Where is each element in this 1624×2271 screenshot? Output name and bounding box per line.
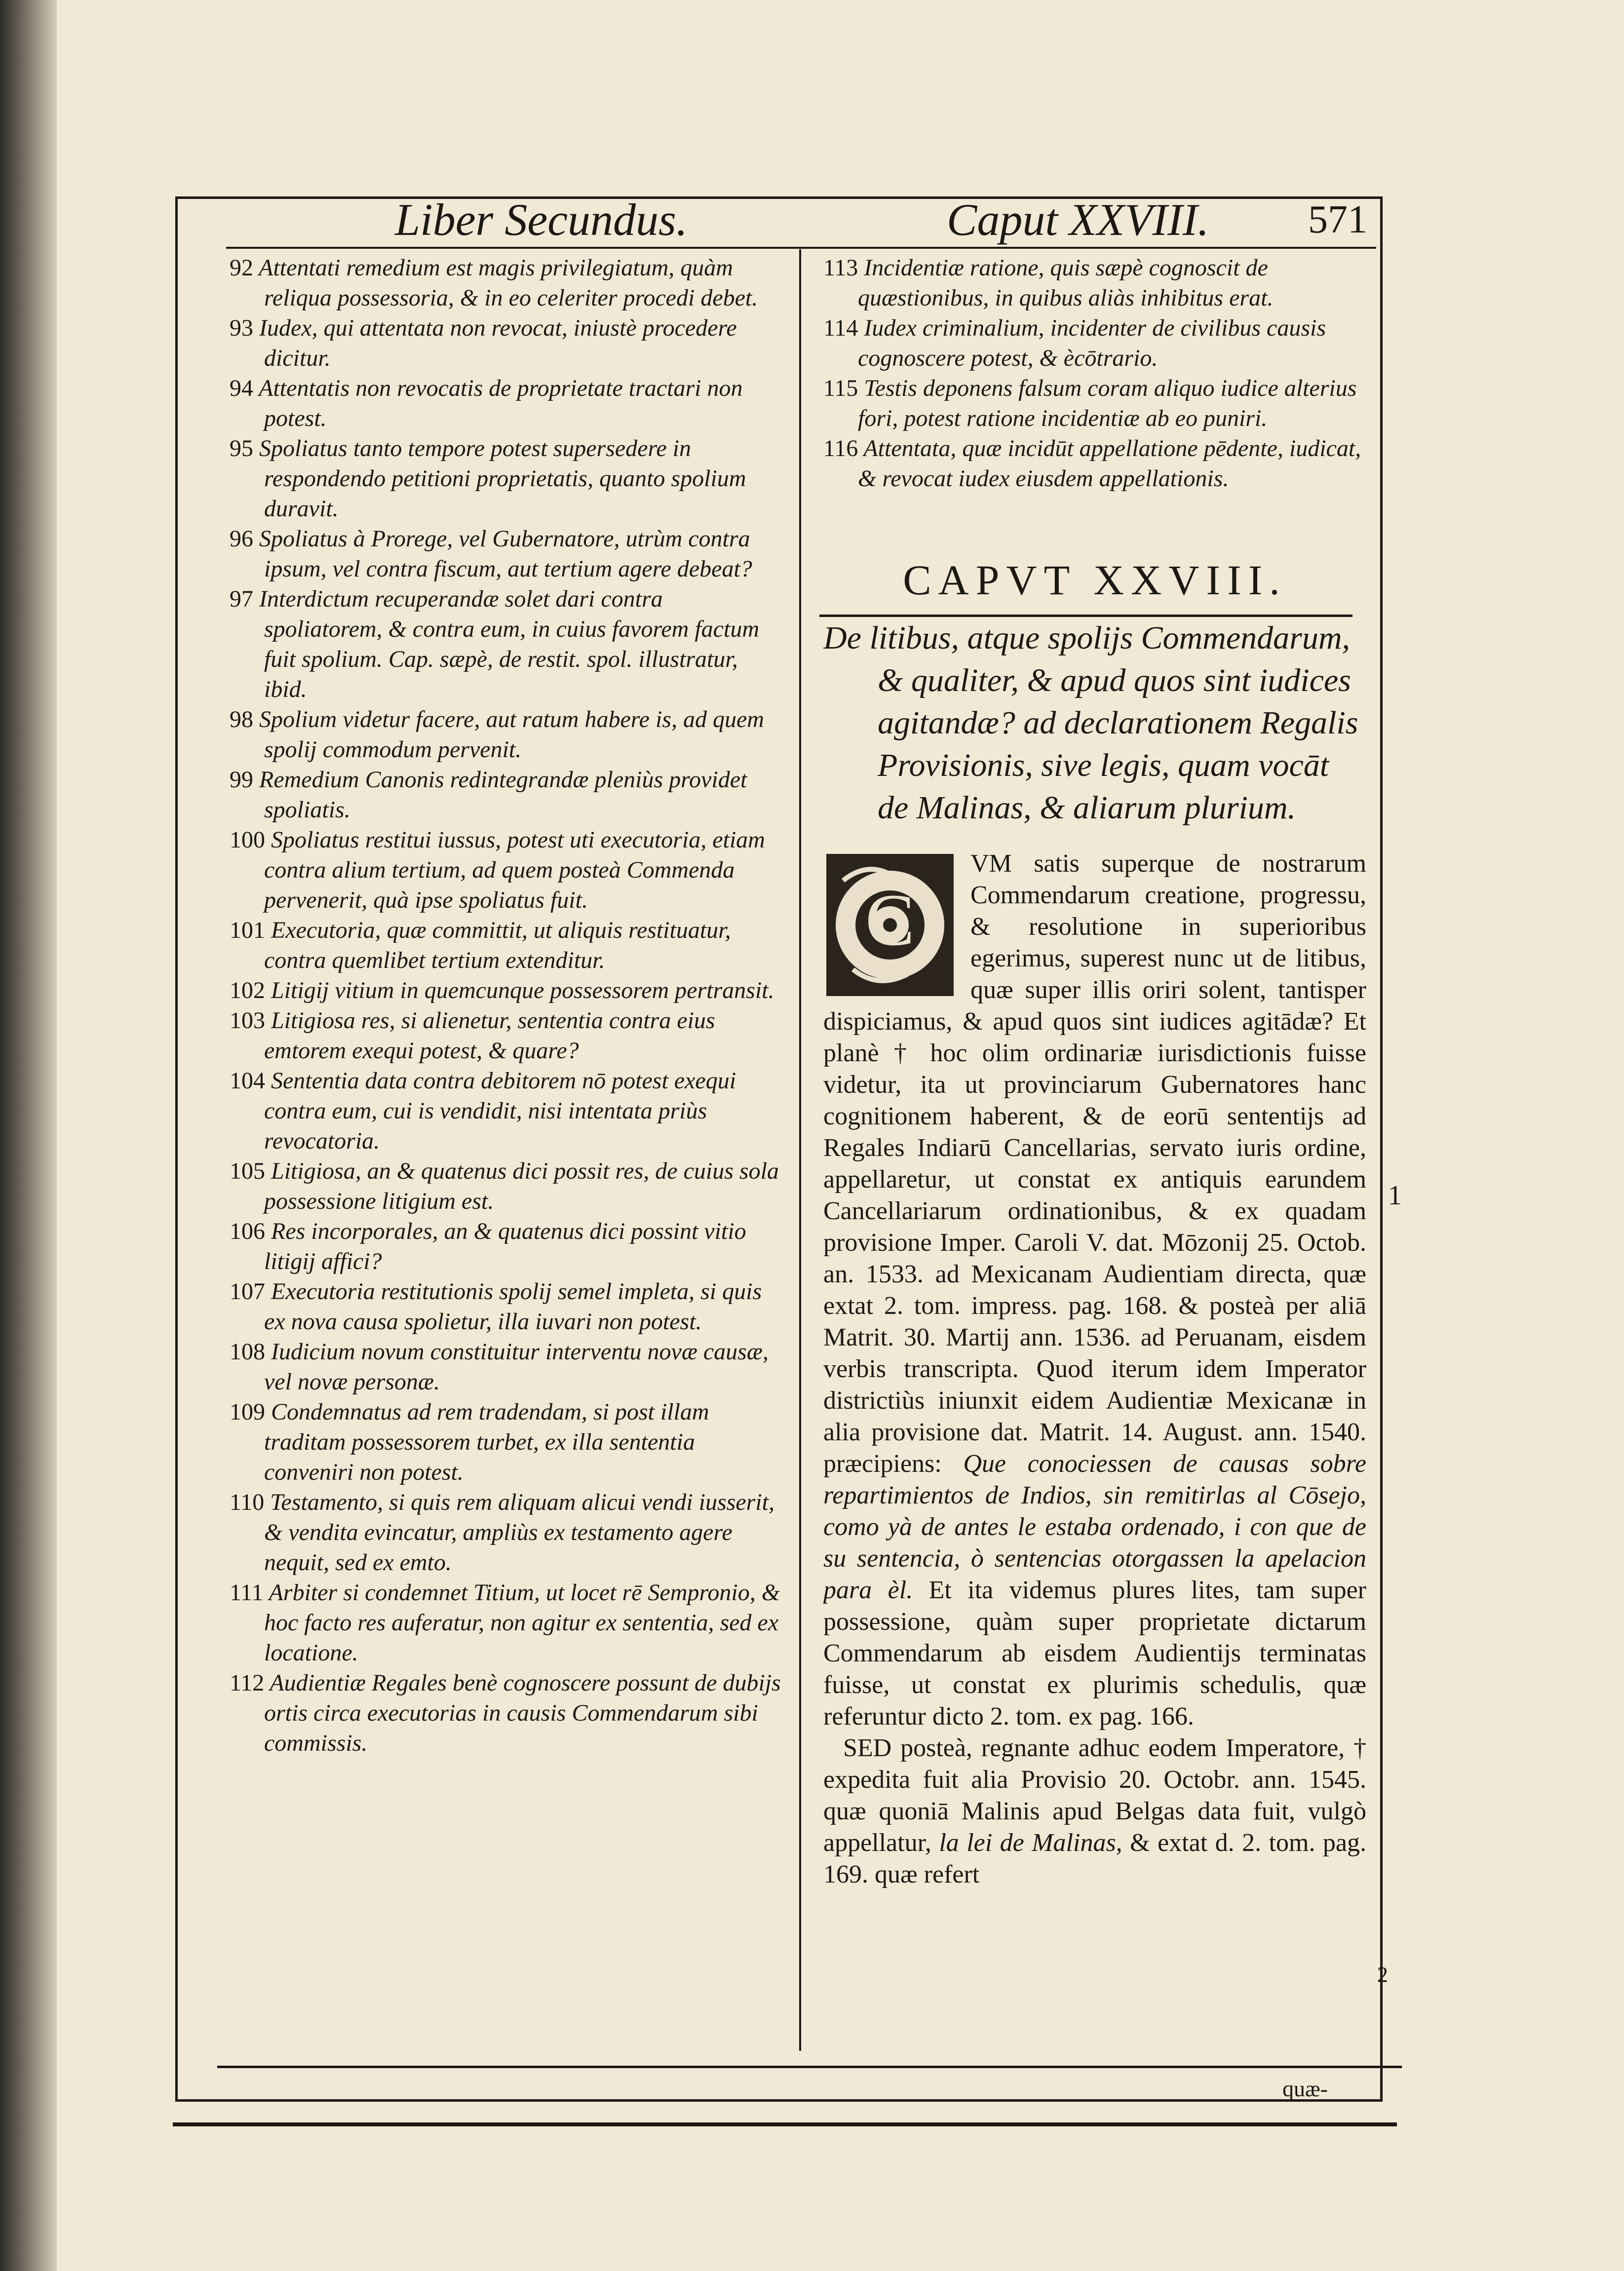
summary-item (230, 1216, 782, 1276)
paragraph-2-text-continued: & extat d. 2. tom. pag. 169. quæ refert (823, 1829, 1366, 1888)
summary-number: 98 (230, 706, 253, 732)
summary-text: Arbiter si condemnet Titium, ut locet rē Sempronio, & hoc facto res auferatur, non agitur ex sententia, sed ex locatione. (264, 1579, 780, 1666)
summary-item (230, 433, 782, 524)
summary-number: 92 (230, 255, 253, 281)
summary-item (230, 373, 782, 433)
summary-number: 105 (230, 1158, 265, 1184)
summary-text: Interdictum recuperandæ solet dari contra spoliatorem, & contra eum, in cuius favorem factum fuit spolium. Cap. sæpè, de restit. spol. illustratur, ibid. (259, 586, 759, 702)
summary-item (230, 1397, 782, 1487)
chapter-subtitle: De litibus, atque spolijs Commendarum, & qualiter, & apud quos sint iudices agitandæ? ad declarationem Regalis Provisionis, sive legis, quam vocāt de Malinas, & aliarum plurium. (823, 620, 1358, 826)
summary-number: 108 (230, 1339, 265, 1365)
summary-number: 106 (230, 1218, 265, 1244)
summary-item (823, 433, 1366, 494)
book-spine-shadow (0, 0, 57, 2271)
summary-item (230, 1066, 782, 1156)
summary-item (823, 373, 1366, 433)
summary-text: Spoliatus restitui iussus, potest uti executoria, etiam contra alium tertium, ad quem posteà Commenda pervenerit, quà ipse spoliatus fuit. (264, 827, 765, 913)
summary-item (230, 765, 782, 825)
summary-text: Spoliatus à Prorege, vel Gubernatore, utrùm contra ipsum, vel contra fiscum, aut tertium agere debeat? (259, 526, 752, 582)
summary-item (823, 313, 1366, 373)
summary-item (230, 975, 782, 1005)
summary-text: Litigiosa res, si alienetur, sententia contra eius emtorem exequi potest, & quare? (264, 1007, 715, 1064)
summary-text: Attentata, quæ incidūt appellatione pēdente, iudicat, & revocat iudex eiusdem appellationis. (858, 435, 1361, 492)
summary-text: Sententia data contra debitorem nō potest exequi contra eum, cui is vendidit, nisi intentata priùs revocatoria. (264, 1068, 736, 1154)
margin-note-1: 1 (1388, 1180, 1402, 1211)
summary-column-right-top (823, 253, 1366, 494)
summary-number: 102 (230, 977, 265, 1003)
margin-note-2: 2 (1377, 1963, 1388, 1987)
summary-text: Attentatis non revocatis de proprietate tractari non potest. (259, 375, 743, 431)
summary-item (230, 1668, 782, 1758)
bottom-rule (217, 2066, 1402, 2068)
summary-item (230, 825, 782, 915)
summary-text: Executoria, quæ committit, ut aliquis restituatur, contra quemlibet tertium extenditur. (264, 917, 731, 973)
summary-text: Litigiosa, an & quatenus dici possit res, de cuius sola possessione litigium est. (264, 1158, 779, 1214)
chapter-body-paragraph-2 (823, 1732, 1366, 1890)
summary-item (230, 1276, 782, 1337)
summary-text: Incidentiæ ratione, quis sæpè cognoscit de quæstionibus, in quibus aliàs inhibitus erat. (858, 255, 1274, 311)
chapter-body-paragraph-1 (823, 848, 1366, 1732)
summary-number: 93 (230, 315, 253, 341)
header-rule (226, 247, 1376, 249)
summary-text: Testis deponens falsum coram aliquo iudice alterius fori, potest ratione incidentiæ ab eo puniri. (858, 375, 1357, 431)
page-base-rule (173, 2122, 1397, 2126)
summary-item (230, 1005, 782, 1066)
paragraph-2-quote: la lei de Malinas, (939, 1829, 1122, 1857)
summary-column-left (230, 253, 782, 2064)
summary-item (230, 584, 782, 704)
summary-item (230, 704, 782, 765)
catchword: quæ- (1282, 2076, 1328, 2101)
summary-text: Res incorporales, an & quatenus dici possint vitio litigij affici? (264, 1218, 746, 1274)
column-divider (799, 249, 801, 2051)
summary-number: 115 (823, 375, 858, 401)
paragraph-1-spanish-quote: Que conociessen de causas sobre repartimientos de Indios, sin remitirlas al Cōsejo, como yà de antes le estaba ordenado, i con que de su sentencia, ò sentencias otorgassen la apelacion para èl. (823, 1450, 1366, 1604)
summary-text: Executoria restitutionis spolij semel impleta, si quis ex nova causa spolietur, illa iuvari non potest. (264, 1278, 762, 1335)
summary-number: 109 (230, 1399, 265, 1425)
summary-item (230, 1487, 782, 1578)
summary-number: 95 (230, 435, 253, 462)
summary-text: Remedium Canonis redintegrandæ pleniùs providet spoliatis. (259, 767, 747, 823)
summary-number: 103 (230, 1007, 265, 1034)
summary-text: Spoliatus tanto tempore potest supersedere in respondendo petitioni proprietatis, quanto spolium duravit. (259, 435, 746, 522)
summary-number: 107 (230, 1278, 265, 1305)
summary-number: 101 (230, 917, 265, 943)
paragraph-1-text-continued: Et ita videmus plures lites, tam super possessione, quàm super proprietate dictarum Commendarum ab eisdem Audientijs terminatas fuisse, ut constat ex plurimis schedulis, quæ referuntur dicto 2. tom. ex pag. 166. (823, 1576, 1366, 1731)
chapter-title: CAPVT XXVIII. (903, 556, 1287, 604)
summary-number: 100 (230, 827, 265, 853)
paragraph-2-text: SED posteà, regnante adhuc eodem Imperatore, † expedita fuit alia Provisio 20. Octobr. ann. 1545. quæ quoniā Malinis apud Belgas data fuit, vulgò appellatur, (823, 1734, 1366, 1857)
summary-number: 111 (230, 1579, 264, 1606)
summary-text: Condemnatus ad rem tradendam, si post illam traditam possessorem turbet, ex illa sententia conveniri non potest. (264, 1399, 709, 1485)
summary-item (823, 253, 1366, 313)
summary-text: Iudicium novum constituitur interventu novæ causæ, vel novæ personæ. (264, 1339, 769, 1395)
summary-text: Iudex, qui attentata non revocat, iniustè procedere dicitur. (259, 315, 737, 371)
running-header-book: Liber Secundus. (395, 194, 688, 245)
summary-item (230, 1337, 782, 1397)
main-column-right (823, 253, 1366, 2064)
summary-text: Audientiæ Regales benè cognoscere possunt de dubijs ortis circa executorias in causis Commendarum sibi commissis. (264, 1670, 781, 1756)
ornamental-initial-c (823, 851, 957, 999)
summary-number: 113 (823, 255, 858, 281)
summary-item (230, 524, 782, 584)
summary-item (230, 1156, 782, 1216)
running-header-chapter: Caput XXVIII. (947, 194, 1209, 245)
summary-item (230, 313, 782, 373)
summary-text: Attentati remedium est magis privilegiatum, quàm reliqua possessoria, & in eo celeriter procedi debet. (259, 255, 758, 311)
summary-text: Litigij vitium in quemcunque possessorem pertransit. (271, 977, 774, 1003)
summary-item (230, 1578, 782, 1668)
summary-text: Iudex criminalium, incidenter de civilibus causis cognoscere potest, & ècōtrario. (858, 315, 1326, 371)
summary-number: 97 (230, 586, 253, 612)
summary-number: 114 (823, 315, 858, 341)
summary-number: 96 (230, 526, 253, 552)
summary-number: 94 (230, 375, 253, 401)
summary-number: 99 (230, 767, 253, 793)
summary-number: 116 (823, 435, 858, 462)
paragraph-1-text: VM satis superque de nostrarum Commendarum creatione, progressu, & resolutione in superioribus egerimus, superest nunc ut de litibus, quæ super illis oriri solent, tantisper dispiciamus, & apud quos sint iudices agitādæ? Et planè † hoc olim ordinariæ iurisdictionis fuisse videtur, ita ut provinciarum Gubernatores hanc cognitionem haberent, & de eorū sententijs ad Regales Indiarū Cancellarias, servato iuris ordine, appellaretur, ut constat ex antiquis earundem Cancellariarum ordinationibus, & ex quadam provisione Imper. Caroli V. dat. Mōzonij 25. Octob. an. 1533. ad Mexicanam Audientiam directa, quæ extat 2. tom. impress. pag. 168. & posteà per aliā Matrit. 30. Martij ann. 1536. ad Peruanam, eisdem verbis transcripta. Quod iterum idem Imperator districtiùs iniunxit eidem Audientiæ Mexicanæ in alia provisione dat. Matrit. 14. August. ann. 1540. præcipiens: (823, 849, 1366, 1478)
summary-text: Testamento, si quis rem aliquam alicui vendi iusserit, & vendita evincatur, ampliùs ex testamento agere nequit, sed ex emto. (264, 1489, 774, 1576)
summary-number: 104 (230, 1068, 265, 1094)
summary-item (230, 915, 782, 975)
summary-text: Spolium videtur facere, aut ratum habere is, ad quem spolij commodum pervenit. (259, 706, 764, 763)
page-number: 571 (1308, 198, 1367, 241)
svg-text:C: C (865, 879, 915, 961)
summary-number: 112 (230, 1670, 265, 1696)
summary-number: 110 (230, 1489, 265, 1515)
summary-item (230, 253, 782, 313)
